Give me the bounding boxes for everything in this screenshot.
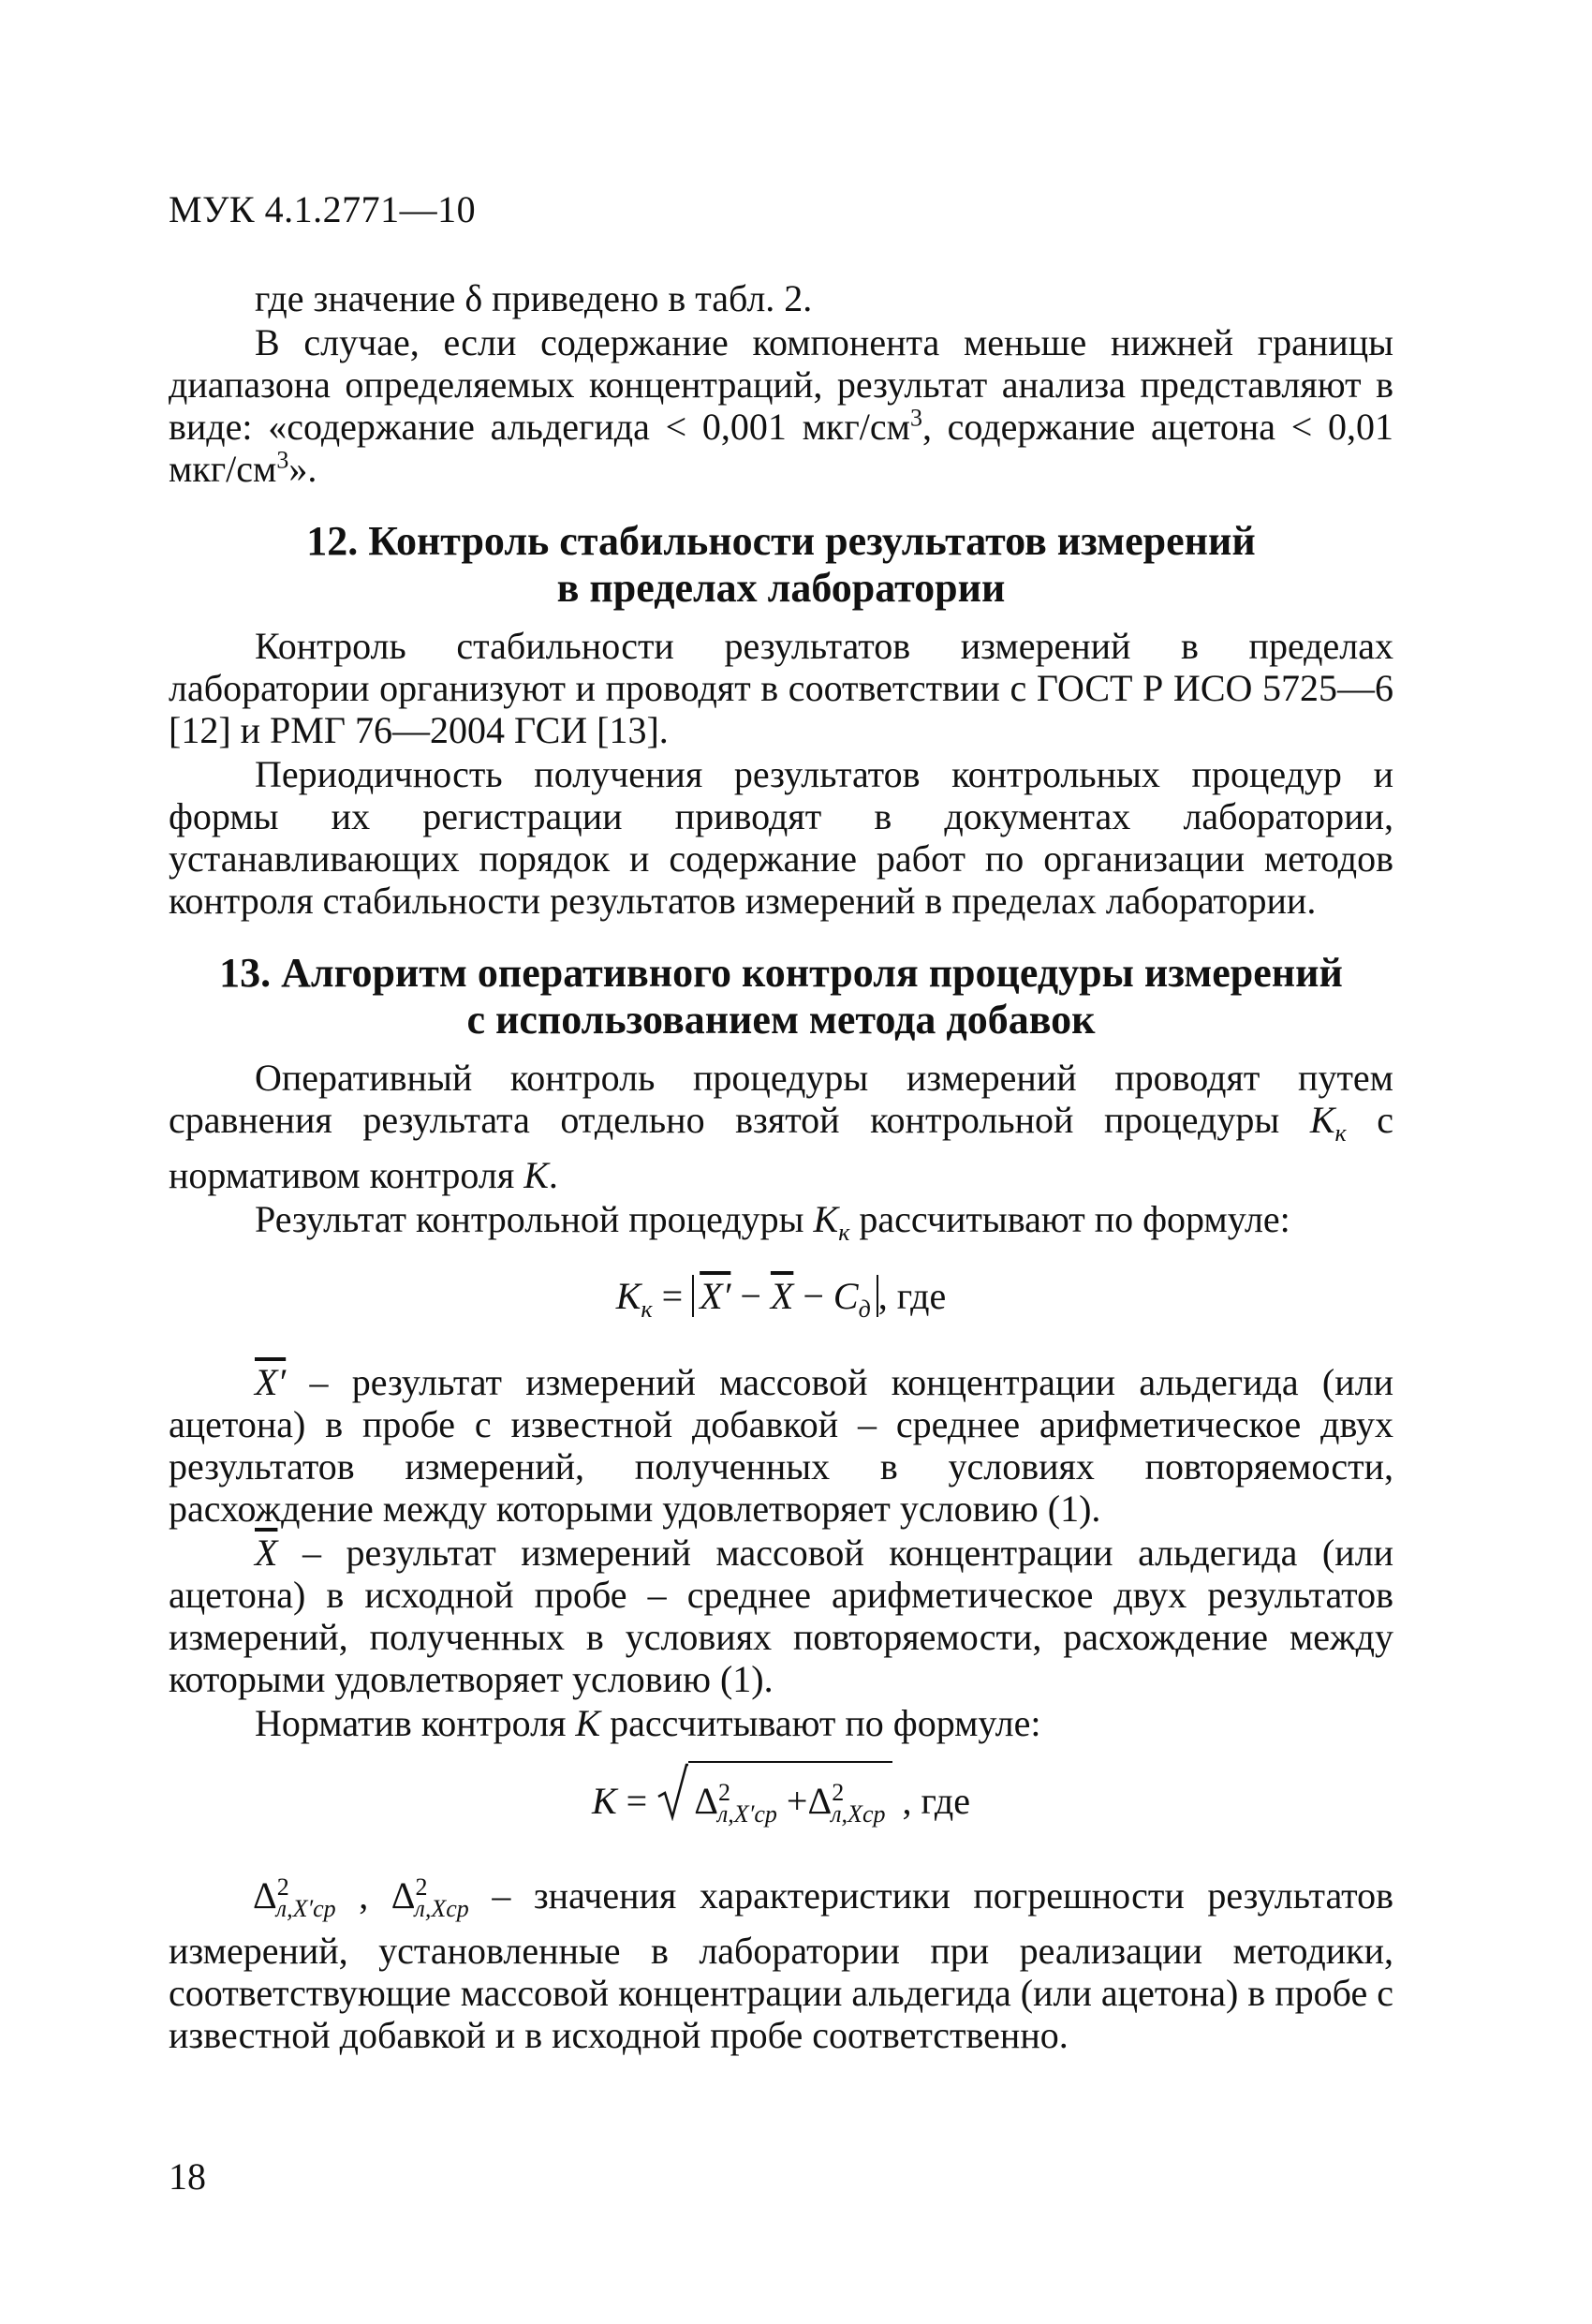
section-13-paragraph-3: Норматив контроля K рассчитывают по формуле: (255, 1702, 1041, 1744)
page-content (169, 277, 1393, 2056)
paragraph-delta-reference: где значение δ приведено в табл. 2. (255, 277, 813, 319)
definition-delta: $\Delta^2_{л,X'ср}$ , $\Delta^2_{л,Xср}$ – значения характеристики погрешности результатов измерений, установленные в лаборатории при реализации методики, соответствующие массовой концентрации альдегида (или ацетона) в пробе с известной добавкой и в исходной пробе соответственно. (169, 1873, 1394, 2056)
section-13-paragraph-2: Результат контрольной процедуры $K_к$ рассчитывают по формуле: (255, 1198, 1290, 1246)
section-13-heading: 13. Алгоритм оперативного контроля процедуры измерений с использованием метода добавок (219, 950, 1343, 1043)
square-root: $\Delta^2_{л,X'ср} +\Delta^2_{л,Xср}$ (656, 1761, 892, 1840)
definition-x-prime: X′ – результат измерений массовой концентрации альдегида (или ацетона) в пробе с известной добавкой – среднее арифметическое двух результатов измерений, полученных в условиях повторяемости, расхождение между которыми удовлетворяет условию (1). (169, 1361, 1394, 1530)
document-code: МУК 4.1.2771—10 (169, 188, 477, 230)
square-root-sign-icon (656, 1763, 688, 1821)
paragraph-below-range: В случае, если содержание компонента меньше нижней границы диапазона определяемых концентраций, результат анализа представляют в виде: «содержание альдегида < 0,001 мкг/$см^3$, содержание ацетона < 0,01 мкг/$см^3$». (169, 321, 1394, 490)
section-12-heading: 12. Контроль стабильности результатов измерений в пределах лаборатории (306, 518, 1256, 611)
definition-x: $\overline{X}$ – результат измерений массовой концентрации альдегида (или ацетона) в исходной пробе – среднее арифметическое двух результатов измерений, полученных в условиях повторяемости, расхождение между которыми удовлетворяет условию (1). (169, 1532, 1394, 1700)
section-12-paragraph-2: Периодичность получения результатов контрольных процедур и формы их регистрации приводят в документах лаборатории, устанавливающих порядок и содержание работ по организации методов контроля стабильности результатов измерений в пределах лаборатории. (169, 753, 1393, 922)
formula-control-norm: K = $\Delta^2_{л,X'ср} +\Delta^2_{л,Xср}$ , где (169, 1761, 1393, 1840)
formula-control-procedure: $K_к = X' - \overline{X} - C_д$ , где (615, 1275, 947, 1323)
section-12-paragraph-1: Контроль стабильности результатов измерений в пределах лаборатории организуют и проводят в соответствии с ГОСТ Р ИСО 5725—6 [12] и РМГ 76—2004 ГСИ [13]. (169, 625, 1393, 751)
page-number: 18 (169, 2155, 206, 2198)
absolute-value: $X' - \overline{X} - C_д$ (692, 1275, 878, 1317)
section-13-paragraph-1: Оперативный контроль процедуры измерений проводят путем сравнения результата отдельно взятой контрольной процедуры $K_к$ с нормативом контроля K. (169, 1057, 1393, 1196)
